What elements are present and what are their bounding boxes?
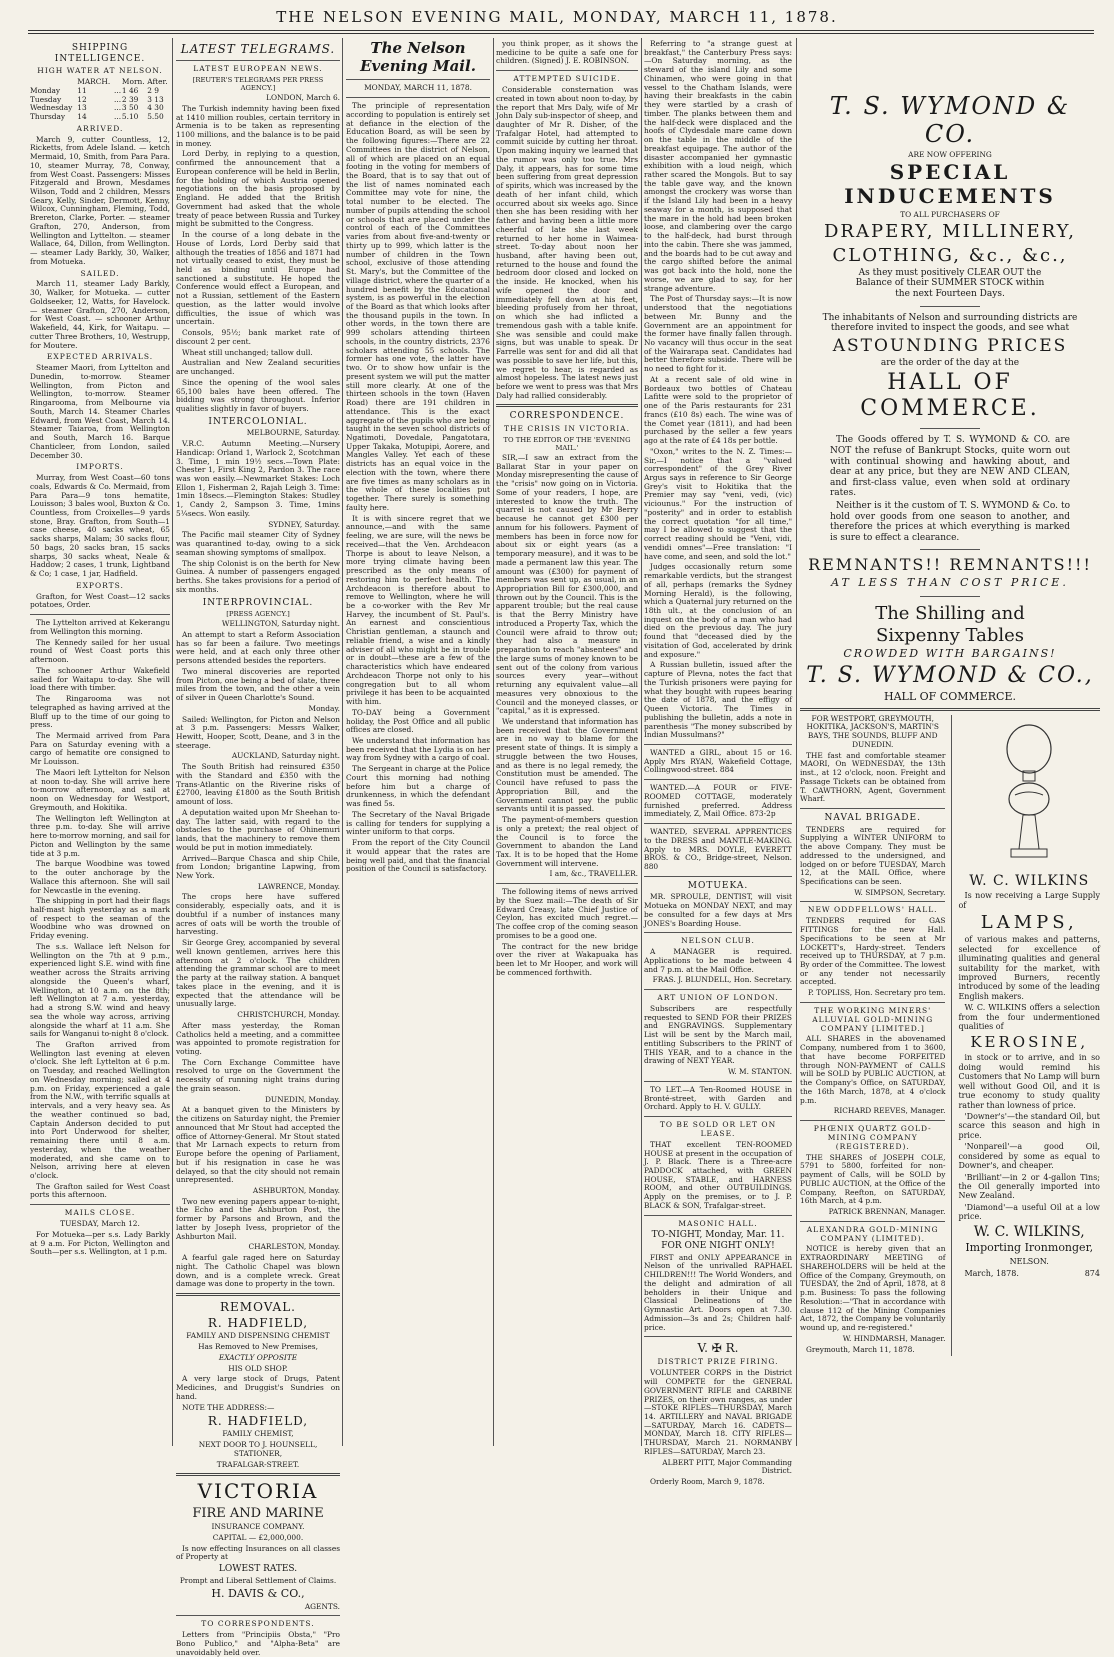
editorial-paragraph: The Secretary of the Naval Brigade is calling for tenders for supplying a winter uniform to that corps. xyxy=(346,809,490,837)
inter-item: The ship Colonist is on the berth for New Guinea. A number of passengers engaged berths. She takes provisions for a period of six months. xyxy=(176,558,340,594)
inter-item: V.R.C. Autumn Meeting.—Nursery Handicap: Orland 1, Warlock 2, Scotchman 3. Time, 1 min 19½ secs.—Town Plate: Chester 1, First King 2, Pardon 3. The race was won easily.—Newmarket Stakes: Loch Ellon 1, Fisherman 2, Rajah Leigh 3. Time: 1min 18secs.—Flemington Stakes: Studley 1, Candy 2, Sampson 3. Time, 1mins 5¼secs. Won easily. xyxy=(176,439,340,518)
hall-of-commerce-2: HALL OF COMMERCE. xyxy=(883,689,1016,703)
shipping-news: The Grafton arrived from Wellington last evening at eleven o'clock. She left Lyttelton at 6 p.m. on Tuesday, and reached Wellington on Wednesday morning; sailed at 4 p.m. on Friday, experienced a gale from the N.W., with terrific squalls at intervals, and a very heavy sea. As the weather continued so bad, Captain Anderson decided to put into Port Underwood for shelter, remaining there until 8 a.m. yesterday, when the weather moderated, and she came on to Nelson, arriving here at eleven o'clock. xyxy=(30,1039,170,1180)
victoria-agents: AGENTS. xyxy=(304,1601,340,1611)
wymond-offering: ARE NOW OFFERING xyxy=(908,149,992,159)
rifle-heading: DISTRICT PRIZE FIRING. xyxy=(657,1357,779,1367)
kerosine-heading: KEROSINE, xyxy=(970,1032,1089,1051)
euro-item: Lord Derby, in replying to a question, confirmed the announcement that a European conference will be held in Berlin, for the holding of which Austria opened negotiations on the basis proposed by England. He added that the British Government had asked that the whole treaty of peace between Russia and Turkey might be submitted to the Congress. xyxy=(176,149,340,229)
euro-place: LONDON, March 6. xyxy=(266,93,340,103)
masonic-text: FIRST and ONLY APPEARANCE in Nelson of the unrivalled RAPHAEL CHILDREN!!! The World Wonders, and the delight and admiration of all beholders in their Unique and Classical Delineations of the Gymnastic Art. Doors open at 7.30. Admission—3s and 2s; Children half-price. xyxy=(644,1252,792,1332)
column-divider xyxy=(796,38,797,1446)
editorial-paragraph: The principle of representation according to population is entirely set at defiance in the election of the Education Board, as will be seen by the following figures:—There are 22 Committees in the district of Nelson, all of which are placed on an equal footing in the voting for members of the Board, that is to say that out of the list of names nominated each Committee may vote for nine, the total number to be elected. The number of pupils attending the school or schools that are placed under the control of each of the Committees varies from about five-and-twenty or thirty up to 999, which latter is the number of children in the Town school, exclusive of those attending St. Mary's, but the Committee of the village district, where the quarter of a hundred benefit by the Educational system, is as powerful in the election of the Board as that which looks after the thousand pupils in the town. In other words, in the town there are 999 scholars attending thirteen schools, in the country districts, 2376 scholars attending 55 schools. The former has one vote, the latter have two. Or to show how unfair is the present system we will put the matter still more clearly. At one of the thirteen schools in the town (Haven Road) there are 191 children in attendance. This is the exact aggregate of the pupils who are being taught in the seven school districts of Ngatimoti, Dovedale, Pangatotara, Upper Takaka, Motupipi, Aorere, and Mangles Valley. Yet each of these districts has an equal voice in the election with the town, where there are five times as many scholars as in the whole of these localities put together. There surely is something faulty here. xyxy=(346,101,490,512)
naval-signature: W. SIMPSON, Secretary. xyxy=(854,887,946,897)
rifle-date: Orderly Room, March 9, 1878. xyxy=(650,1477,765,1487)
interprov-item: At a banquet given to the Ministers by the citizens on Saturday night, the Premier announced that Mr Stout had accepted the office of Attorney-General. Mr Stout stated that Mr Larnach expects to return from Europe before the opening of Parliament, but if his resignation in case he was delayed, so that the city should not remain unrepresented. xyxy=(176,1105,340,1185)
inhabitants: The inhabitants of Nelson and surrounding districts are therefore invited to inspect the goods, and see what xyxy=(822,312,1078,334)
working-miners-text: ALL SHARES in the abovenamed Company, numbered from 1 to 3600, that have become FORFEITED through NON-PAYMENT of CALLS will be SOLD by PUBLIC AUCTION, at the Company's Office, on SATURDAY, the 16th March, 1878, at 4 o'clock p.m. xyxy=(800,1034,946,1105)
euro-item: Wheat still unchanged; tallow dull. xyxy=(182,347,313,357)
lamp-icon xyxy=(989,719,1069,869)
order-text: are the order of the day at the xyxy=(880,357,1020,368)
alexandra-date: Greymouth, March 11, 1878. xyxy=(806,1344,915,1354)
interprov-item: The Corn Exchange Committee have resolved to urge on the Government the necessity of running night trains during the grain season. xyxy=(176,1057,340,1093)
working-miners-heading: THE WORKING MINERS' ALLUVIAL GOLD-MINING COMPANY [LIMITED.] xyxy=(812,1005,934,1033)
alexandra-signature: W. HINDMARSH, Manager. xyxy=(842,1333,946,1343)
interprov-item: Sir George Grey, accompanied by several well known gentlemen, arrives here this afternoon at 2 o'clock. The children attending the grammar school are to meet the party at the railway station. A banquet takes place in the evening, and it is expected that the attendance will be unusually large. xyxy=(176,938,340,1009)
hadfield2-line: FAMILY CHEMIST, xyxy=(222,1429,294,1439)
column-divider xyxy=(493,38,494,1446)
club-signature: FRAS. J. BLUNDELL, Hon. Secretary. xyxy=(652,975,792,985)
goods-text: The Goods offered by T. S. WYMOND & CO. are NOT the refuse of Bankrupt Stocks, quite worn out with continual showing and hawking about, and dear at any price, but they are NEW AND CLEAN, and first-class value, even when sold at ordinary rates. xyxy=(830,435,1070,499)
correspondents-text: Letters from "Principiis Obsta," "Pro Bono Publico," and "Alpha-Beta" are unavoidably held over. xyxy=(176,1630,340,1657)
column-divider xyxy=(172,38,173,1446)
editorial-paragraph: TO-DAY being a Government holiday, the Post Office and all public offices are closed. xyxy=(346,707,490,735)
sold-heading: TO BE SOLD OR LET ON LEASE. xyxy=(659,1120,777,1138)
interprov-credit: [PRESS AGENCY.] xyxy=(226,610,290,619)
clothing: CLOTHING, &c., &c., xyxy=(832,244,1068,266)
inter-item: The Pacific mail steamer City of Sydney was quarantined to-day, owing to a sick seaman showing symptoms of smallpox. xyxy=(176,530,340,557)
club-text: A MANAGER is required. Applications to be made between 4 and 7 p.m. at the Mail Office. xyxy=(644,947,792,974)
oil-item: 'Brilliant'—in 2 or 4-gallon Tins; the Oil generally imported into New Zealand. xyxy=(958,1172,1100,1201)
masthead-rule xyxy=(28,30,1094,31)
victoria-settle: Prompt and Liberal Settlement of Claims. xyxy=(179,1575,337,1585)
interprov-item: An attempt to start a Reform Association has so far been a failure. Two meetings were held, and at each only three other persons attended besides the reporters. xyxy=(176,629,340,666)
wilkins-ad xyxy=(958,715,1100,1357)
naval-heading: NAVAL BRIGADE. xyxy=(824,813,921,823)
editorial-paragraph: The Sergeant in charge at the Police Court this morning had nothing before him but a charge of drunkenness, in which the defendant was fined 5s. xyxy=(346,764,490,809)
remnants: REMNANTS!! REMNANTS!!! xyxy=(808,555,1092,575)
shipping-news: The Wellington left Wellington at three p.m. to-day. She will arrive here to-morrow morning, and sail for Picton and Wellington by the same tide at 3 p.m. xyxy=(30,813,170,858)
mails-sub: TUESDAY, March 12. xyxy=(60,1219,140,1229)
lamps-heading: LAMPS, xyxy=(980,912,1078,934)
alexandra-heading: ALEXANDRA GOLD-MINING COMPANY (LIMITED). xyxy=(806,1224,939,1243)
wilkins-name-2: W. C. WILKINS, xyxy=(973,1223,1085,1240)
sold-text: THAT excellent TEN-ROOMED HOUSE at present in the occupation of J. P. Black. There is a Three-acre PADDOCK attached, with GREEN HOUSE, STABLE, and HARNESS ROOM, and other OUTBUILDINGS. Apply on the premises, or to J. P. BLACK & SON, Trafalgar-street. xyxy=(644,1139,792,1210)
correspondents-heading: TO CORRESPONDENTS. xyxy=(201,1619,315,1629)
column-divider xyxy=(641,38,642,1446)
suicide-heading: ATTEMPTED SUICIDE. xyxy=(513,74,621,84)
less-than-cost: AT LESS THAN COST PRICE. xyxy=(831,576,1069,590)
oddfellows-signature: P. TOPLISS, Hon. Secretary pro tem. xyxy=(808,988,946,998)
clear-text: As they must positively CLEAR OUT the Balance of their SUMMER STOCK within the next Fourteen Days. xyxy=(855,267,1045,299)
classified-ad: WANTED a GIRL, about 15 or 16. Apply Mrs RYAN, Wakefield Cottage, Collingwood-street. 884 xyxy=(644,748,792,775)
hadfield-name: R. HADFIELD, xyxy=(207,1316,309,1331)
news-item: The contract for the new bridge over the river at Wakapuaka has been let to Mr Hooper, and work will be commenced forthwith. xyxy=(496,941,638,977)
phoenix-signature: PATRICK BRENNAN, Manager. xyxy=(828,1207,946,1217)
drapery: DRAPERY, MILLINERY, xyxy=(824,221,1076,243)
interprov-item: Arrived—Barque Chasca and ship Chile, from London; brigantine Lapwing, from New York. xyxy=(176,853,340,881)
news-paragraph: At a recent sale of old wine in Bordeaux two bottles of Chateau Lafitte were sold to the proprietor of one of the Paris restaurants for 231 francs (£10 8s) each. The wine was of the Comet year (1811), and had been purchased by the seller a few years ago at the rate of £4 18s per bottle. xyxy=(644,374,792,446)
oddfellows-text: TENDERS required for GAS FITTINGS for the new Hall. Specifications to be seen at Mr LOCKETT's, Hardy-street. Tenders received up to THURSDAY, at 7 p.m. By order of the Committee. The lowest or any tender not necessarily accepted. xyxy=(800,916,946,987)
tide-row: Thursday 14 ... 5.10 5.50 xyxy=(30,112,164,121)
mails-heading: MAILS CLOSE. xyxy=(64,1208,136,1218)
inter-item: SYDNEY, Saturday. xyxy=(268,519,340,529)
crest: V. ✠ R. xyxy=(697,1341,739,1356)
wymond-name: T. S. WYMOND & CO. xyxy=(829,92,1071,149)
shipping-news: The shipping in port had their flags half-mast high yesterday as a mark of respect to the seaman of the Woodbine who was drowned on Friday evening. xyxy=(30,896,170,941)
wymond-name-2: T. S. WYMOND & CO., xyxy=(806,662,1094,688)
victoria-agent: H. DAVIS & CO., xyxy=(211,1586,305,1600)
exports-heading: EXPORTS. xyxy=(76,580,124,590)
shipping-news: The Mermaid arrived from Para Para on Saturday evening with a cargo of hematite ore consigned to Mr Louisson. xyxy=(30,731,170,767)
editorial-paragraph: From the report of the City Council it would appear that the rates are being well paid, and that the financial position of the Council is satisfactory. xyxy=(346,838,490,874)
wilkins-name: W. C. WILKINS xyxy=(969,872,1090,889)
crisis-paragraph: The payment-of-members question is only a pretext; the real object of the Council is to force the Government to abandon the Land Tax. It is to be hoped that the Home Government will intervene. xyxy=(496,815,638,868)
victoria-body: Is now effecting Insurances on all classes of Property at xyxy=(176,1543,340,1562)
shipping-news: The Grafton sailed for West Coast ports this afternoon. xyxy=(30,1181,170,1200)
imports-heading: IMPORTS. xyxy=(76,462,124,472)
euro-item: Consols, 95½; bank market rate of discount 2 per cent. xyxy=(176,328,340,346)
oil-item: 'Diamond'—a useful Oil at a low price. xyxy=(958,1202,1100,1222)
tide-row: Tuesday 12 ... 2 39 3 13 xyxy=(30,94,164,104)
rifle-text: VOLUNTEER CORPS in the District will COMPETE for the GENERAL GOVERNMENT RIFLE and CARBINE PRIZES, on their own ranges, as under—STOKE RIFLES—THURSDAY, March 14. ARTILLERY and NAVAL BRIGADE—SATURDAY, March 16. CADETS—MONDAY, March 18. CITY RIFLES—THURSDAY, March 21. NORMANBY RIFLES—SATURDAY, March 23. xyxy=(644,1368,792,1456)
column-news xyxy=(496,40,638,1445)
interprov-item: CHARLESTON, Monday. xyxy=(248,1242,340,1252)
wilkins-offers: W. C. WILKINS offers a selection from the four undermentioned qualities of xyxy=(958,1003,1100,1032)
shipping-ads xyxy=(800,715,945,1357)
sailed-text: March 11, steamer Lady Barkly, 30, Walker, for Motueka. — cutter Goldseeker, 12, Watts, for Havelock. — steamer Grafton, 270, Anderson, for West Coast. — schooner Arthur Wakefield, 44, Kirk, for Waitapu. — cutter Three Brothers, 10, Westrupp, for Moutere. xyxy=(30,279,170,350)
shipping-news: The Kennedy sailed for her usual round of West Coast ports this afternoon. xyxy=(30,637,170,665)
shipping-news: The Maori left Lyttelton for Nelson at noon to-day. She will arrive here to-morrow afternoon, and sail at noon on Wednesday for Westport, Greymouth, and Hokitika. xyxy=(30,767,170,812)
tide-header: MARCH. Morn. After. xyxy=(77,77,168,87)
intercolonial-heading: INTERCOLONIAL. xyxy=(208,416,308,427)
news-paragraph: "Oxon," writes to the N. Z. Times:—Sir,—I notice that a "valued correspondent" of the Grey River Argus says in reference to Sir George Grey's visit to Hokitika that the Premier may say "veni, vedi, (vic) viciounus." For the instruction of "posterity" and in order to establish the correct quotation "for all time," may I be allowed to suggest that the correct reading should be "Veni, vidi, vendidi omnes"—Free translation: "I have come, and seen, and sold the lot." xyxy=(644,446,792,561)
oil-item: 'Nonpareil'—a good Oil, considered by some as equal to Downer's, and cheaper. xyxy=(958,1142,1100,1171)
news-paragraph: Judges occasionally return some remarkable verdicts, but the strangest of all, perhaps (remarks the Sydney Morning Herald), is the following, which a Quaternal jury returned on the 18th ult., at the conclusion of an inquest on the body of a man who had died on the previous day. The jury found that "deceased died by the visitation of God, accelerated by drink and exposure." xyxy=(644,562,792,659)
victoria-company: INSURANCE COMPANY. xyxy=(211,1522,305,1532)
telegrams-title: LATEST TELEGRAMS. xyxy=(180,42,336,56)
hadfield2-line: TRAFALGAR-STREET. xyxy=(216,1459,300,1469)
news-item: The following items of news arrived by the Suez mail:—The death of Sir Edward Creasy, late Chief Justice of Ceylon, has excited much regret.—The coffee crop of the coming season promises to be a good one. xyxy=(496,887,638,940)
victoria-rates: LOWEST RATES. xyxy=(218,1564,298,1575)
tide-table xyxy=(30,78,170,122)
news-paragraph: The Post of Thursday says:—It is now understood that the negotiations between Mr. Bunny and the Government are an appointment for the former have finally fallen through. No vacancy will thus occur in the seat of the Wairarapa seat. Candidates had better therefore subside. There will be no need to fight for it. xyxy=(644,294,792,374)
astounding-prices: ASTOUNDING PRICES xyxy=(832,335,1068,356)
shipping-news: The s.s. Wallace left Nelson for Wellington on the 7th at 9 p.m., experienced light S.E. wind with fine weather across the Straits arriving alongside the Queen's wharf, Wellington, at 10 a.m. on the 8th; left Wellington at 7 a.m. yesterday, had a strong S.W. wind and heavy sea the whole way across, arriving alongside the wharf at 11 a.m. She sails for Wanganui to-night 8 o'clock. xyxy=(30,941,170,1039)
rifle-signature: ALBERT PITT, Major Commanding District. xyxy=(662,1457,792,1476)
shipping-news: The schooner Arthur Wakefield sailed for Waitapu to-day. She will load there with timber. xyxy=(30,665,170,693)
hadfield-body: A very large stock of Drugs, Patent Medicines, and Druggist's Sundries on hand. xyxy=(176,1374,340,1401)
motueka-heading: MOTUEKA. xyxy=(687,880,749,891)
shipping-title: SHIPPING INTELLIGENCE. xyxy=(54,43,146,64)
hadfield2-line: NEXT DOOR TO J. HOUNSELL, STATIONER, xyxy=(198,1440,318,1458)
interprov-item: AUCKLAND, Saturday night. xyxy=(231,751,340,761)
working-miners-signature: RICHARD REEVES, Manager. xyxy=(833,1106,946,1116)
expected-heading: EXPECTED ARRIVALS. xyxy=(46,352,154,362)
expected-text: Steamer Maori, from Lyttelton and Dunedin, to-morrow. Steamer Wellington, from Picton and Wellington, to-morrow. Steamer Ringarooma, from Melbourne via South, March 14. Steamer Charles Edward, from West Coast, March 14. Steamer Taiaroa, from Wellington and South, March 16. Barque Chanticleer, from London, sailed December 30. xyxy=(30,363,170,460)
motueka-text: MR. SPROULE, DENTIST, will visit Motueka on MONDAY NEXT, and may be consulted for a few days at Mrs JONES's Boarding House. xyxy=(644,892,792,928)
art-union-heading: ART UNION OF LONDON. xyxy=(657,993,779,1003)
correspondence-heading: CORRESPONDENCE. xyxy=(509,411,625,422)
interprov-item: ASHBURTON, Monday. xyxy=(252,1185,340,1195)
club-heading: NELSON CLUB. xyxy=(681,936,755,946)
tide-row: Monday 11 ... 1 46 2 9 xyxy=(30,85,159,95)
masthead: THE NELSON EVENING MAIL, MONDAY, MARCH 11, 1878. xyxy=(276,8,838,26)
euro-item: Australian and New Zealand securities are unchanged. xyxy=(176,358,340,377)
phoenix-text: THE SHARES of JOSEPH COLE, 5791 to 5800, forfeited for non-payment of Calls, will be SOLD by PUBLIC AUCTION, at the Office of the Company, Reefton, on SATURDAY, 16th March, at 4 p.m. xyxy=(800,1152,946,1206)
tide-row: Wednesday 13 ... 3 50 4 30 xyxy=(30,103,164,113)
hall-of-commerce: HALL OF COMMERCE. xyxy=(860,370,1040,422)
wilkins-body: of various makes and patterns, selected for excellence of illuminating qualities and general suitability for the market, with improved Burners, recently introduced by some of the leading English makers. xyxy=(958,935,1100,1001)
interprov-item: The crops here have suffered considerably, especially oats, and it is doubtful if a number of instances many acres of oats will be worth the trouble of harvesting. xyxy=(176,892,340,937)
alexandra-text: NOTICE is hereby given that an EXTRAORDINARY MEETING of SHAREHOLDERS will be held at the Office of the Company, Greymouth, on TUESDAY, the 2nd of April, 1878, at 8 p.m. Business: To pass the following Resolution:—"That in accordance with clause 112 of the Mining Companies Act, 1872, the Company be voluntarily wound up, and re-registered." xyxy=(800,1244,946,1333)
removal-heading: REMOVAL. xyxy=(219,1300,296,1315)
euro-heading: LATEST EUROPEAN NEWS. xyxy=(193,64,323,74)
arrived-text: March 9, cutter Countless, 12, Ricketts, from Adele Island. — ketch Mermaid, 10, Smith, from Para Para. 10, steamer Murray, 78, Conway, from West Coast. Passengers: Misses Fitzgerald and Brown, Mesdames Wilson, Todd and 2 children, Messrs Geary, Kelly, Sinder, Dermott, Kenny, Wilcox, Cunningham, Fleming, Todd, Brereton, Clarke, Porter. — steamer Grafton, 270, Anderson, from Wellington and Lyttelton. — steamer Wallace, 64, Dillon, from Wellington. — steamer Lady Barkly, 30, Walker, from Motueka. xyxy=(30,134,170,266)
oddfellows-heading: NEW ODDFELLOWS' HALL. xyxy=(807,905,938,915)
wilkins-date: March, 1878. 874 xyxy=(964,1268,1100,1278)
interprov-item: DUNEDIN, Monday. xyxy=(264,1094,340,1104)
hadfield-line: HIS OLD SHOP. xyxy=(228,1363,288,1373)
sailed-heading: SAILED. xyxy=(80,268,120,278)
interprov-item: A deputation waited upon Mr Sheehan to-day. The latter said, with regard to the obstacles to the purchase of Ohinemuri lands, that the machinery to remove them would be put in motion immediately. xyxy=(176,807,340,852)
shipping-news: The Lyttelton arrived at Kekerangu from Wellington this morning. xyxy=(30,618,170,636)
classified-ad: WANTED.—A FOUR or FIVE-ROOMED COTTAGE, moderately furnished preferred. Address immediately, Z, Mail Office. 873-2p xyxy=(644,783,792,819)
interprov-item: A fearful gale raged here on Saturday night. The Catholic Chapel was blown down, and is a complete wreck. Great damage was done to property in the town. xyxy=(176,1253,340,1289)
masthead-rule-2 xyxy=(28,33,1094,34)
exports-text: Grafton, for West Coast—12 sacks potatoes, Order. xyxy=(30,591,170,610)
victoria-sub: FIRE AND MARINE xyxy=(192,1505,324,1521)
imports-text: Murray, from West Coast—60 tons coals, Edwards & Co. Mermaid, from Para Para—9 tons hematite, Louisson; 3 bales wool, Buxton & Co. Countless, from Croixelles—9 yards stone, Bray. Grafton, from South—1 case cheese, 40 sacks wheat, 65 sacks sharps, Malam; 30 sacks flour, 50 bags, 20 sacks bran, 15 sacks sharps, 30 sacks wheat, Neale & Haddow; 2 cases, 1 trunk, Lightband & Co; 1 case, 1 jar, Hadfield. xyxy=(30,473,170,579)
news-paragraph: A Russian bulletin, issued after the capture of Plevna, notes the fact that the Turkish prisoners were paying for what they bought with rupees bearing the date of 1878, and the effigy of Queen Victoria. The Times in publishing the bulletin, adds a note in parenthesis "The money subscribed by Indian Mussulmans?" xyxy=(644,660,792,740)
maori-heading: FOR WESTPORT, GREYMOUTH, HOKITIKA, JACKSON'S, MARTIN'S BAYS, THE SOUNDS, BLUFF AND DUNEDIN. xyxy=(806,713,939,749)
inter-item: MELBOURNE, Saturday. xyxy=(246,428,340,438)
interprov-item: Sailed: Wellington, for Picton and Nelson at 3 p.m. Passengers: Messrs Walker, Hewitt, Hooper, Scott, Deane, and 3 in the steerage. xyxy=(176,714,340,750)
suicide-text: Considerable consternation was created in town about noon to-day, by the report that Mrs Daly, wife of Mr John Daly sub-inspector of sheep, and daughter of Mr R. Disher, of the Trafalgar Hotel, had attempted to commit suicide by cutting her throat. Upon making inquiry we learned that the rumor was only too true. Mrs Daly, it appears, has for some time been suffering from great depression of spirits, which was increased by the death of her infant child, which occurred about six weeks ago. Since then she has been residing with her father and having been a little more cheerful of late she last week returned to her home in Waimea-street. To-day about noon her husband, after having been out, returned to the house and found the bedroom door closed and locked on the inside. He knocked, when his wife opened the door and immediately fell down at his feet, bleeding profusely from her throat, on which she had inflicted a tremendous gash with a table knife. She was sensible and could make signs, but was unable to speak. Dr Farrelle was sent for and did all that was possible to save her life, but this, we regret to hear, is regarded as almost hopeless. The latest news just before we went to press was that Mrs Daly had rallied considerably. xyxy=(496,85,638,400)
masonic-heading: MASONIC HALL. xyxy=(678,1218,758,1228)
euro-credit: [REUTER'S TELEGRAMS PER PRESS AGENCY.] xyxy=(192,76,324,93)
crisis-to: TO THE EDITOR OF THE 'EVENING MAIL.' xyxy=(503,435,631,452)
hadfield-line: Has Removed to New Premises, xyxy=(198,1342,318,1352)
hadfield-line: FAMILY AND DISPENSING CHEMIST xyxy=(186,1331,330,1341)
interprov-item: LAWRENCE, Monday. xyxy=(257,881,340,891)
crisis-signature: I am, &c., TRAVELLER. xyxy=(549,869,638,879)
column-editorial xyxy=(346,40,490,1445)
interprovincial-heading: INTERPROVINCIAL. xyxy=(202,597,314,608)
shipping-news: The barque Woodbine was towed to the outer anchorage by the Wallace this afternoon. She will sail for Newcastle in the evening. xyxy=(30,859,170,895)
column-telegrams xyxy=(176,40,340,1657)
news-top: you think proper, as it shows the medicine to be quite a safe one for children. (Signed) J. E. ROBINSON. xyxy=(496,39,638,66)
importing-ironmonger: Importing Ironmonger, xyxy=(965,1241,1094,1255)
oil-item: 'Downer's'—the standard Oil, but scarce this season and high in price. xyxy=(958,1111,1100,1140)
interprov-item: Monday. xyxy=(308,703,340,713)
mails-text: For Motueka—per s.s. Lady Barkly at 9 a.m. For Picton, Wellington and South—per s.s. Wellington, at 1 p.m. xyxy=(30,1229,170,1257)
art-union-text: Subscribers are respectfully requested to SEND FOR their PRIZES and ENGRAVINGS. Supplementary List will be sent by the March mail, entitling Subscribers to the PRINT of THIS YEAR, and to a chance in the drawing of NEXT YEAR. xyxy=(644,1004,792,1066)
arrived-heading: ARRIVED. xyxy=(76,123,124,133)
euro-item: Since the opening of the wool sales 65,100 bales have been offered. The bidding was strong throughout. Inferior qualities slightly in favor of buyers. xyxy=(176,377,340,413)
crisis-heading: THE CRISIS IN VICTORIA. xyxy=(504,424,630,434)
wilkins-receiving: Is now receiving a Large Supply of xyxy=(958,891,1100,910)
shipping-news: The Ringarooma was not telegraphed as having arrived at the Bluff up to the time of our going to press. xyxy=(30,694,170,730)
interprov-item: WELLINGTON, Saturday night. xyxy=(221,619,340,629)
crisis-paragraph: SIR,—I saw an extract from the Ballarat Star in your paper on Monday misrepresenting the cause of the "crisis" now going on in Victoria. Some of your readers, I hope, are interested to know the truth. The quarrel is not caused by Mr Berry because he cannot get £300 per annum for his followers. Payment of members has been in force now for about six or eight years (as a temporary measure), and it was to be made a permanent law this year. The amount was (£300) for payment of members was sent up, as usual, in an Appropriation Bill for £300,000, and thrown out by the Council. This is the apparent trouble; but the real cause is that the Berry Ministry have introduced a Property Tax, which the Council were afraid to throw out; they had also a measure in preparation to reach "absentees" and the large sums of money known to be sent out of the colony from various sources every year—without returning any equivalent value—all measures very obnoxious to the Council and the moneyed classes, or "capital," as it is expressed. xyxy=(496,452,638,716)
note-address: NOTE THE ADDRESS:— xyxy=(182,1402,275,1412)
column-shipping xyxy=(30,40,170,1445)
wilkins-nelson: NELSON. xyxy=(1009,1257,1049,1267)
purchasers: TO ALL PURCHASERS OF xyxy=(900,209,1000,219)
kerosine-body: in stock or to arrive, and in so doing would remind his Customers that No Lamp will burn well without Good Oil, and it is true economy to study quality rather than lowness of price. xyxy=(958,1053,1100,1110)
column-ads xyxy=(644,39,792,1487)
column-divider xyxy=(342,38,343,1446)
phoenix-heading: PHŒNIX QUARTZ GOLD-MINING COMPANY (REGISTERED). xyxy=(813,1124,932,1151)
editorial-paragraph: We understand that information has been received that the Lydia is on her way from Sydney with a cargo of coal. xyxy=(346,735,490,763)
crowded: CROWDED WITH BARGAINS! xyxy=(843,646,1057,660)
shilling-tables: The Shilling and Sixpenny Tables xyxy=(875,603,1025,646)
hadfield2-name: R. HADFIELD, xyxy=(207,1414,309,1429)
interprov-item: Two new evening papers appear to-night, the Echo and the Ashburton Post, the former by Parsons and Brown, and the latter by Joseph Ivess, proprietor of the Ashburton Mail. xyxy=(176,1196,340,1241)
editorial-date: MONDAY, MARCH 11, 1878. xyxy=(364,83,472,93)
special-inducements: SPECIAL INDUCEMENTS xyxy=(844,160,1056,208)
interprov-item: CHRISTCHURCH, Monday. xyxy=(237,1010,340,1020)
maori-text: THE fast and comfortable steamer MAORI, On WEDNESDAY, the 13th inst., at 12 o'clock, noon. Freight and Passage Tickets can be obtained from T. CAWTHORN, Agent, Government Wharf. xyxy=(800,750,946,804)
masonic-sub: TO-NIGHT, Monday, Mar. 11. FOR ONE NIGHT ONLY! xyxy=(651,1230,785,1252)
victoria-title: VICTORIA xyxy=(197,1479,319,1504)
news-paragraph: Referring to "a strange guest at breakfast," the Canterbury Press says:—On Saturday morning, as the steward of the island Lily and some Chinamen, who were going in that vessel to the Chatham Islands, were having their breakfasts in the cabin they were startled by a crash of timber. The planks between them and the half-deck were displaced and the hoofs of Clydesdale mare came down on the table in the middle of the breakfast equipage. The author of the disaster accompanied her gymnastic exhibition with a loud neigh, which rather scared the Mongols. But to say the table gave way, and the known amongst the crockery was worse than if the Island Lily had been in a heavy seaway for a month, is supposed that the mare in the hold had been broken loose, and clambering over the cargo to the half-deck, had burst through into the cabin. There she was jammed, and the boards had to be cut away and the cargo shifted before the animal was got back into the hold, none the worse, we are glad to say, for her strange adventure. xyxy=(644,39,792,293)
euro-item: In the course of a long debate in the House of Lords, Lord Derby said that although the treaties of 1856 and 1871 had not virtually ceased to exist, they must be held as binding until Europe had sanctioned a substitute. He hoped the Conference would effect a European, and not a Russian, settlement of the Eastern question, as the latter would involve difficulties, the issue of which was uncertain. xyxy=(176,230,340,327)
euro-item: The Turkish indemnity having been fixed at 1410 million roubles, certain territory in Armenia is to be taken as representing 1100 millions, and the balance is to be paid in money. xyxy=(176,103,340,148)
tide-title: HIGH WATER AT NELSON. xyxy=(37,66,163,76)
victoria-capital: CAPITAL — £2,000,000. xyxy=(212,1533,304,1542)
paper-title: The Nelson Evening Mail. xyxy=(360,39,476,75)
interprov-item: Two mineral discoveries are reported from Picton, one being a bed of slate, three miles from the town, and the other a vein of silver in Queen Charlotte's Sound. xyxy=(176,666,340,703)
editorial-paragraph: It is with sincere regret that we announce,—and with the same feeling, we are sure, will the news be received—that the Ven. Archdeacon Thorpe is about to leave Nelson, a more trying climate having been prescribed as the only means of restoring him to perfect health. The Archdeacon is therefore about to remove to Wellington, where he will be a co-worker with the Rev Mr Harvey, the incumbent of St. Paul's. An earnest and conscientious Christian gentleman, a staunch and reliable friend, a wise and a kindly adviser of all who might be in trouble or in doubt—these are a few of the characteristics which have endeared Archdeacon Thorpe not only to his congregation but to all whom privilege it has been to be acquainted with him. xyxy=(346,513,490,707)
neither-text: Neither is it the custom of T. S. WYMOND & Co. to hold over goods from one season to another, and therefore the prices at which everything is marked is sure to effect a clearance. xyxy=(830,501,1070,543)
to-let-ad: TO LET.—A Ten-Roomed HOUSE in Bronté-street, with Garden and Orchard. Apply to H. V. GULLY. xyxy=(644,1084,792,1112)
interprov-item: The South British had reinsured £350 with the Standard and £350 with the Trans-Atlantic on the Riverine risks of £2700, leaving £1800 as the South British amount of loss. xyxy=(176,762,340,807)
crisis-paragraph: We understand that information has been received that the Government are in no way to blame for the present state of things. It is simply a struggle between the two Houses, and as there is no legal remedy, the Constitution must be amended. The Council have refused to pass the Appropriation Bill, and the Government cannot pay the public servants until it is passed. xyxy=(496,717,638,814)
naval-text: TENDERS are required for Supplying a WINTER UNIFORM to the above Company. They must be addressed to the undersigned, and lodged on or before TUESDAY, March 12, at the MAIL Office, where Specifications can be seen. xyxy=(800,824,946,887)
hadfield-line: EXACTLY OPPOSITE xyxy=(218,1352,298,1362)
column-display-ads xyxy=(800,40,1100,1445)
art-union-signature: W. M. STANTON. xyxy=(728,1067,792,1077)
classified-ad: WANTED, SEVERAL APPRENTICES to the DRESS and MANTLE-MAKING. Apply to MRS. DOYLE, EVERETT BROS. & CO., Bridge-street, Nelson. 880 xyxy=(644,827,792,872)
interprov-item: After mass yesterday, the Roman Catholics held a meeting, and a committee was appointed to promote registration for voting. xyxy=(176,1020,340,1056)
